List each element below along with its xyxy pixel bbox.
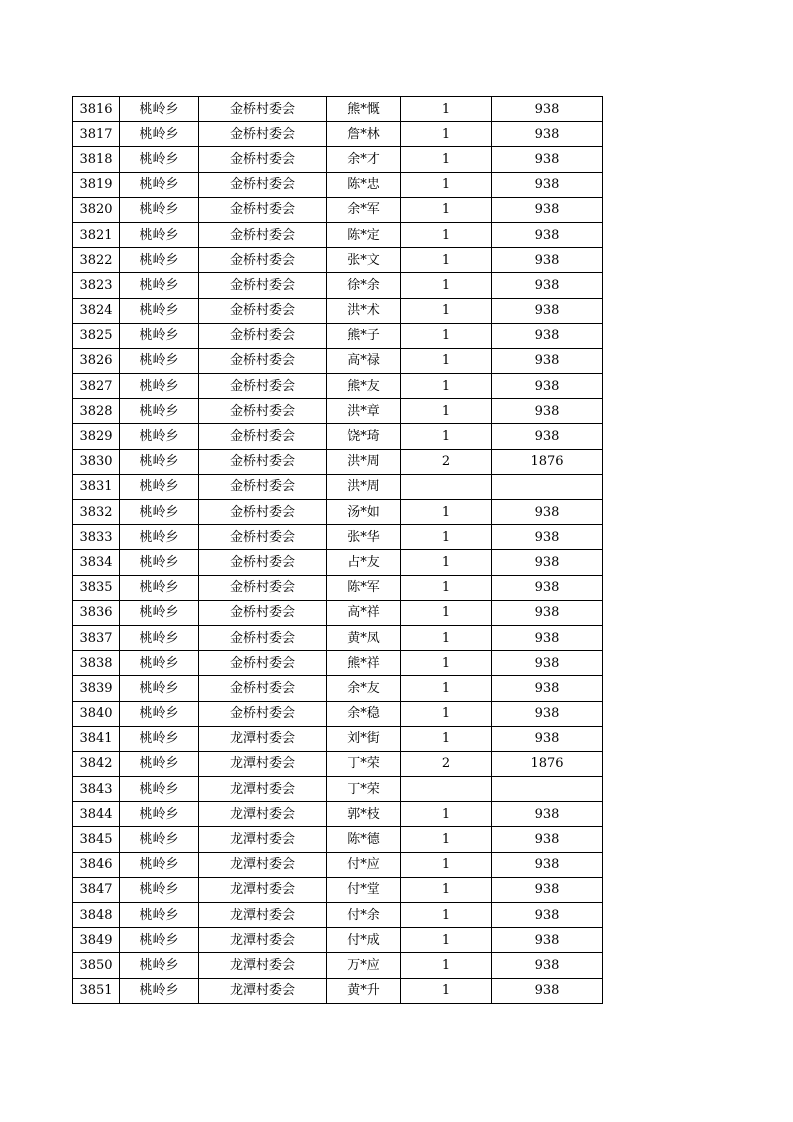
table-row	[73, 953, 603, 978]
village-committee-cell: 金桥村委会	[199, 550, 327, 575]
name-cell: 丁*荣	[327, 751, 401, 776]
name-cell: 付*应	[327, 852, 401, 877]
count-cell: 1	[401, 222, 492, 247]
village-committee-cell: 金桥村委会	[199, 399, 327, 424]
township-cell: 桃岭乡	[120, 575, 199, 600]
amount-cell	[492, 474, 603, 499]
row-number-cell: 3822	[73, 248, 120, 273]
township-cell: 桃岭乡	[120, 978, 199, 1003]
row-number-cell: 3838	[73, 651, 120, 676]
village-committee-cell: 龙潭村委会	[199, 877, 327, 902]
name-cell: 付*成	[327, 928, 401, 953]
name-cell: 黄*升	[327, 978, 401, 1003]
name-cell: 饶*琦	[327, 424, 401, 449]
township-cell: 桃岭乡	[120, 676, 199, 701]
table-row	[73, 97, 603, 122]
table-row	[73, 323, 603, 348]
amount-cell: 938	[492, 424, 603, 449]
row-number-cell: 3817	[73, 122, 120, 147]
amount-cell: 938	[492, 575, 603, 600]
village-committee-cell: 龙潭村委会	[199, 978, 327, 1003]
name-cell: 郭*枝	[327, 802, 401, 827]
table-row	[73, 651, 603, 676]
table-row	[73, 726, 603, 751]
row-number-cell: 3824	[73, 298, 120, 323]
row-number-cell: 3840	[73, 701, 120, 726]
name-cell: 张*文	[327, 248, 401, 273]
data-table	[72, 96, 603, 1004]
row-number-cell: 3816	[73, 97, 120, 122]
amount-cell: 938	[492, 122, 603, 147]
count-cell: 1	[401, 852, 492, 877]
name-cell: 熊*慨	[327, 97, 401, 122]
count-cell: 1	[401, 248, 492, 273]
village-committee-cell: 龙潭村委会	[199, 726, 327, 751]
township-cell: 桃岭乡	[120, 474, 199, 499]
name-cell: 余*才	[327, 147, 401, 172]
table-row	[73, 751, 603, 776]
township-cell: 桃岭乡	[120, 348, 199, 373]
count-cell: 1	[401, 424, 492, 449]
row-number-cell: 3845	[73, 827, 120, 852]
amount-cell: 1876	[492, 751, 603, 776]
amount-cell: 938	[492, 701, 603, 726]
amount-cell: 938	[492, 676, 603, 701]
village-committee-cell: 龙潭村委会	[199, 827, 327, 852]
row-number-cell: 3823	[73, 273, 120, 298]
amount-cell: 938	[492, 802, 603, 827]
row-number-cell: 3848	[73, 903, 120, 928]
table-row	[73, 625, 603, 650]
count-cell: 1	[401, 500, 492, 525]
township-cell: 桃岭乡	[120, 273, 199, 298]
township-cell: 桃岭乡	[120, 222, 199, 247]
table-row	[73, 449, 603, 474]
village-committee-cell: 龙潭村委会	[199, 751, 327, 776]
amount-cell: 938	[492, 550, 603, 575]
township-cell: 桃岭乡	[120, 726, 199, 751]
village-committee-cell: 金桥村委会	[199, 97, 327, 122]
township-cell: 桃岭乡	[120, 197, 199, 222]
count-cell: 1	[401, 978, 492, 1003]
table-row	[73, 903, 603, 928]
name-cell: 熊*祥	[327, 651, 401, 676]
row-number-cell: 3821	[73, 222, 120, 247]
row-number-cell: 3851	[73, 978, 120, 1003]
township-cell: 桃岭乡	[120, 953, 199, 978]
count-cell: 1	[401, 625, 492, 650]
township-cell: 桃岭乡	[120, 248, 199, 273]
village-committee-cell: 金桥村委会	[199, 600, 327, 625]
name-cell: 熊*子	[327, 323, 401, 348]
count-cell: 1	[401, 374, 492, 399]
row-number-cell: 3819	[73, 172, 120, 197]
amount-cell: 938	[492, 97, 603, 122]
name-cell: 余*稳	[327, 701, 401, 726]
village-committee-cell: 金桥村委会	[199, 474, 327, 499]
name-cell: 陈*定	[327, 222, 401, 247]
village-committee-cell: 金桥村委会	[199, 676, 327, 701]
amount-cell: 938	[492, 147, 603, 172]
name-cell: 万*应	[327, 953, 401, 978]
village-committee-cell: 金桥村委会	[199, 323, 327, 348]
table-row	[73, 978, 603, 1003]
township-cell: 桃岭乡	[120, 298, 199, 323]
name-cell: 洪*周	[327, 474, 401, 499]
row-number-cell: 3837	[73, 625, 120, 650]
count-cell: 1	[401, 348, 492, 373]
table-row	[73, 600, 603, 625]
amount-cell: 938	[492, 374, 603, 399]
name-cell: 占*友	[327, 550, 401, 575]
township-cell: 桃岭乡	[120, 777, 199, 802]
table-row	[73, 424, 603, 449]
count-cell: 1	[401, 550, 492, 575]
name-cell: 陈*忠	[327, 172, 401, 197]
amount-cell: 938	[492, 852, 603, 877]
name-cell: 洪*周	[327, 449, 401, 474]
table-row	[73, 701, 603, 726]
row-number-cell: 3844	[73, 802, 120, 827]
township-cell: 桃岭乡	[120, 399, 199, 424]
amount-cell: 938	[492, 928, 603, 953]
count-cell: 1	[401, 197, 492, 222]
row-number-cell: 3841	[73, 726, 120, 751]
amount-cell: 938	[492, 172, 603, 197]
table-row	[73, 172, 603, 197]
name-cell: 刘*街	[327, 726, 401, 751]
village-committee-cell: 金桥村委会	[199, 348, 327, 373]
table-row	[73, 500, 603, 525]
table-row	[73, 827, 603, 852]
table-row	[73, 550, 603, 575]
village-committee-cell: 金桥村委会	[199, 197, 327, 222]
amount-cell: 938	[492, 222, 603, 247]
village-committee-cell: 金桥村委会	[199, 374, 327, 399]
count-cell: 1	[401, 600, 492, 625]
amount-cell: 938	[492, 399, 603, 424]
count-cell: 1	[401, 122, 492, 147]
amount-cell: 938	[492, 953, 603, 978]
count-cell: 1	[401, 802, 492, 827]
township-cell: 桃岭乡	[120, 802, 199, 827]
amount-cell: 938	[492, 197, 603, 222]
name-cell: 高*祥	[327, 600, 401, 625]
row-number-cell: 3843	[73, 777, 120, 802]
village-committee-cell: 金桥村委会	[199, 122, 327, 147]
table-row	[73, 147, 603, 172]
count-cell: 1	[401, 147, 492, 172]
name-cell: 余*军	[327, 197, 401, 222]
row-number-cell: 3826	[73, 348, 120, 373]
row-number-cell: 3849	[73, 928, 120, 953]
count-cell: 1	[401, 877, 492, 902]
row-number-cell: 3829	[73, 424, 120, 449]
count-cell: 1	[401, 701, 492, 726]
village-committee-cell: 金桥村委会	[199, 273, 327, 298]
village-committee-cell: 金桥村委会	[199, 248, 327, 273]
table-row	[73, 273, 603, 298]
village-committee-cell: 金桥村委会	[199, 147, 327, 172]
row-number-cell: 3832	[73, 500, 120, 525]
name-cell: 付*余	[327, 903, 401, 928]
row-number-cell: 3839	[73, 676, 120, 701]
table-row	[73, 575, 603, 600]
count-cell: 1	[401, 575, 492, 600]
count-cell: 1	[401, 651, 492, 676]
township-cell: 桃岭乡	[120, 625, 199, 650]
row-number-cell: 3834	[73, 550, 120, 575]
township-cell: 桃岭乡	[120, 449, 199, 474]
village-committee-cell: 龙潭村委会	[199, 953, 327, 978]
count-cell: 1	[401, 273, 492, 298]
township-cell: 桃岭乡	[120, 424, 199, 449]
row-number-cell: 3833	[73, 525, 120, 550]
amount-cell: 938	[492, 827, 603, 852]
village-committee-cell: 龙潭村委会	[199, 852, 327, 877]
township-cell: 桃岭乡	[120, 701, 199, 726]
village-committee-cell: 金桥村委会	[199, 625, 327, 650]
village-committee-cell: 金桥村委会	[199, 172, 327, 197]
table-row	[73, 197, 603, 222]
township-cell: 桃岭乡	[120, 500, 199, 525]
table-row	[73, 348, 603, 373]
village-committee-cell: 龙潭村委会	[199, 777, 327, 802]
township-cell: 桃岭乡	[120, 147, 199, 172]
amount-cell: 938	[492, 348, 603, 373]
amount-cell: 938	[492, 525, 603, 550]
count-cell: 1	[401, 928, 492, 953]
row-number-cell: 3830	[73, 449, 120, 474]
row-number-cell: 3842	[73, 751, 120, 776]
township-cell: 桃岭乡	[120, 827, 199, 852]
name-cell: 余*友	[327, 676, 401, 701]
township-cell: 桃岭乡	[120, 525, 199, 550]
table-row	[73, 222, 603, 247]
village-committee-cell: 金桥村委会	[199, 701, 327, 726]
amount-cell	[492, 777, 603, 802]
row-number-cell: 3825	[73, 323, 120, 348]
village-committee-cell: 金桥村委会	[199, 525, 327, 550]
township-cell: 桃岭乡	[120, 374, 199, 399]
count-cell: 1	[401, 903, 492, 928]
amount-cell: 1876	[492, 449, 603, 474]
count-cell: 1	[401, 97, 492, 122]
name-cell: 詹*林	[327, 122, 401, 147]
name-cell: 陈*军	[327, 575, 401, 600]
table-row	[73, 676, 603, 701]
table-row	[73, 248, 603, 273]
village-committee-cell: 金桥村委会	[199, 298, 327, 323]
amount-cell: 938	[492, 273, 603, 298]
table-row	[73, 928, 603, 953]
village-committee-cell: 龙潭村委会	[199, 903, 327, 928]
count-cell: 2	[401, 449, 492, 474]
village-committee-cell: 金桥村委会	[199, 424, 327, 449]
row-number-cell: 3846	[73, 852, 120, 877]
amount-cell: 938	[492, 248, 603, 273]
amount-cell: 938	[492, 625, 603, 650]
count-cell: 1	[401, 323, 492, 348]
amount-cell: 938	[492, 978, 603, 1003]
name-cell: 黄*凤	[327, 625, 401, 650]
row-number-cell: 3835	[73, 575, 120, 600]
row-number-cell: 3818	[73, 147, 120, 172]
township-cell: 桃岭乡	[120, 122, 199, 147]
table-row	[73, 777, 603, 802]
count-cell: 1	[401, 298, 492, 323]
amount-cell: 938	[492, 298, 603, 323]
table-body	[73, 97, 603, 1004]
count-cell: 1	[401, 827, 492, 852]
table-row	[73, 802, 603, 827]
amount-cell: 938	[492, 726, 603, 751]
amount-cell: 938	[492, 600, 603, 625]
village-committee-cell: 金桥村委会	[199, 222, 327, 247]
name-cell: 陈*德	[327, 827, 401, 852]
count-cell: 2	[401, 751, 492, 776]
count-cell: 1	[401, 172, 492, 197]
table-row	[73, 877, 603, 902]
table-row	[73, 399, 603, 424]
name-cell: 丁*荣	[327, 777, 401, 802]
amount-cell: 938	[492, 651, 603, 676]
name-cell: 徐*余	[327, 273, 401, 298]
table-row	[73, 474, 603, 499]
township-cell: 桃岭乡	[120, 323, 199, 348]
row-number-cell: 3820	[73, 197, 120, 222]
table-row	[73, 122, 603, 147]
village-committee-cell: 龙潭村委会	[199, 928, 327, 953]
amount-cell: 938	[492, 877, 603, 902]
row-number-cell: 3831	[73, 474, 120, 499]
count-cell	[401, 777, 492, 802]
name-cell: 张*华	[327, 525, 401, 550]
row-number-cell: 3827	[73, 374, 120, 399]
township-cell: 桃岭乡	[120, 550, 199, 575]
count-cell: 1	[401, 525, 492, 550]
amount-cell: 938	[492, 500, 603, 525]
amount-cell: 938	[492, 903, 603, 928]
village-committee-cell: 金桥村委会	[199, 500, 327, 525]
count-cell	[401, 474, 492, 499]
township-cell: 桃岭乡	[120, 172, 199, 197]
row-number-cell: 3836	[73, 600, 120, 625]
table-row	[73, 374, 603, 399]
township-cell: 桃岭乡	[120, 651, 199, 676]
township-cell: 桃岭乡	[120, 600, 199, 625]
name-cell: 洪*章	[327, 399, 401, 424]
name-cell: 汤*如	[327, 500, 401, 525]
count-cell: 1	[401, 726, 492, 751]
township-cell: 桃岭乡	[120, 928, 199, 953]
table-row	[73, 852, 603, 877]
township-cell: 桃岭乡	[120, 903, 199, 928]
row-number-cell: 3850	[73, 953, 120, 978]
count-cell: 1	[401, 953, 492, 978]
village-committee-cell: 龙潭村委会	[199, 802, 327, 827]
name-cell: 付*堂	[327, 877, 401, 902]
name-cell: 高*禄	[327, 348, 401, 373]
name-cell: 洪*术	[327, 298, 401, 323]
township-cell: 桃岭乡	[120, 751, 199, 776]
count-cell: 1	[401, 676, 492, 701]
township-cell: 桃岭乡	[120, 877, 199, 902]
township-cell: 桃岭乡	[120, 97, 199, 122]
village-committee-cell: 金桥村委会	[199, 651, 327, 676]
amount-cell: 938	[492, 323, 603, 348]
row-number-cell: 3828	[73, 399, 120, 424]
row-number-cell: 3847	[73, 877, 120, 902]
village-committee-cell: 金桥村委会	[199, 575, 327, 600]
count-cell: 1	[401, 399, 492, 424]
name-cell: 熊*友	[327, 374, 401, 399]
township-cell: 桃岭乡	[120, 852, 199, 877]
table-row	[73, 525, 603, 550]
village-committee-cell: 金桥村委会	[199, 449, 327, 474]
table-row	[73, 298, 603, 323]
